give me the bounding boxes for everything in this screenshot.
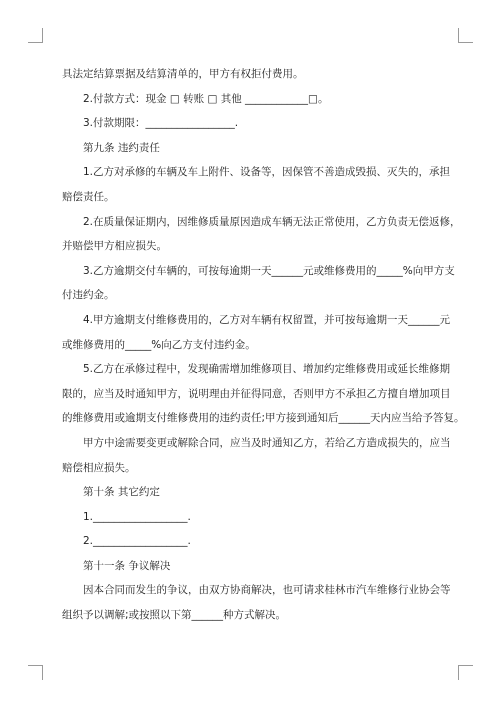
- document-body: [62, 62, 465, 628]
- paragraph-line: 赔偿相应损失。: [62, 461, 136, 474]
- paragraph-line: 1.乙方对承修的车辆及车上附件、设备等，因保管不善造成毁损、灭失的，承担: [83, 166, 451, 179]
- payment-method-line: 2.付款方式：现金 □ 转账 □ 其他 ____________□。: [83, 92, 329, 105]
- article-9-heading: 第九条 违约责任: [83, 141, 160, 154]
- payment-term-line: 3.付款期限：_________________.: [83, 117, 239, 130]
- article-10-heading: 第十条 其它约定: [83, 486, 160, 499]
- paragraph-line: 3.乙方逾期交付车辆的，可按每逾期一天______元或维修费用的_____%向甲方支: [83, 264, 455, 277]
- paragraph-line: 赔偿责任。: [62, 190, 115, 203]
- other-agreement-item-1: 1.__________________.: [83, 510, 191, 523]
- paragraph-line: 组织予以调解;或按照以下第______种方式解决。: [62, 609, 287, 622]
- crop-mark-top-right: [458, 28, 473, 43]
- paragraph-line: 付违约金。: [62, 289, 115, 302]
- crop-mark-bottom-right: [458, 665, 473, 680]
- crop-mark-top-left: [28, 28, 43, 43]
- paragraph-line: 4.甲方逾期支付维修费用的，乙方对车辆有权留置，并可按每逾期一天______元: [83, 313, 451, 326]
- article-11-heading: 第十一条 争议解决: [83, 559, 171, 572]
- paragraph-line: 甲方中途需要变更或解除合同，应当及时通知乙方，若给乙方造成损失的，应当: [83, 436, 451, 449]
- paragraph-line: 具法定结算票据及结算清单的，甲方有权拒付费用。: [62, 68, 304, 80]
- paragraph-line: 并赔偿甲方相应损失。: [62, 240, 167, 253]
- paragraph-line: 的维修费用或逾期支付维修费用的违约责任;甲方接到通知后______天内应当给予答复。: [62, 412, 465, 425]
- paragraph-line: 因本合同而发生的争议，由双方协商解决，也可请求桂林市汽车维修行业协会等: [83, 584, 451, 597]
- paragraph-line: 2.在质量保证期内，因维修质量原因造成车辆无法正常使用，乙方负责无偿返修，: [83, 215, 461, 228]
- paragraph-line: 或维修费用的_____%向乙方支付违约金。: [62, 338, 256, 351]
- paragraph-line: 限的，应当及时通知甲方，说明理由并征得同意，否则甲方不承担乙方擅自增加项目: [62, 387, 451, 400]
- crop-mark-bottom-left: [28, 665, 43, 680]
- other-agreement-item-2: 2.__________________.: [83, 535, 191, 548]
- paragraph-line: 5.乙方在承修过程中，发现确需增加维修项目、增加约定维修费用或延长维修期: [83, 363, 451, 376]
